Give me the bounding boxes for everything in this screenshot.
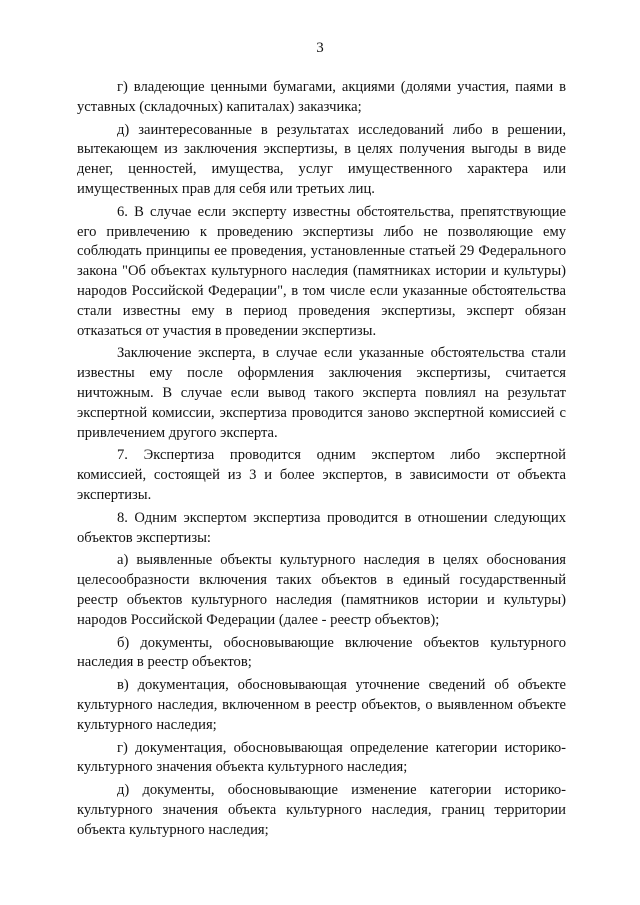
paragraph-a-identified-objects: а) выявленные объекты культурного наследия в целях обоснования целесообразности включения таких объектов в единый государственный реестр объектов культурного наследия (памятников истории и культуры) народов Российской Федерации (далее - реестр объектов); <box>77 552 566 628</box>
document-body <box>77 78 566 843</box>
paragraph-d-interested: д) заинтересованные в результатах исследований либо в решении, вытекающем из заключения экспертизы, в целях получения выгоды в виде денег, ценностей, имущества, услуг имущественного характера или имущественных прав для себя или третьих лиц. <box>77 121 566 197</box>
paragraph-expert-conclusion-void: Заключение эксперта, в случае если указанные обстоятельства стали известны ему после оформления заключения экспертизы, считается ничтожным. В случае если вывод такого эксперта повлиял на результат экспертной комиссии, экспертиза проводится заново экспертной комиссией с привлечением другого эксперта. <box>77 345 566 441</box>
paragraph-7-expertise-conducted: 7. Экспертиза проводится одним экспертом либо экспертной комиссией, состоящей из 3 и более экспертов, в зависимости от объекта экспертизы. <box>77 447 566 503</box>
paragraph-d-category-change-documents: д) документы, обосновывающие изменение категории историко-культурного значения объекта культурного наследия, границ территории объекта культурного наследия; <box>77 782 566 838</box>
paragraph-6-circumstances: 6. В случае если эксперту известны обстоятельства, препятствующие его привлечению к проведению экспертизы либо не позволяющие ему соблюдать принципы ее проведения, установленные статьей 29 Федерального закона "Об объектах культурного наследия (памятниках истории и культуры) народов Российской Федерации", в том числе если указанные обстоятельства стали известны ему в период проведения экспертизы, эксперт обязан отказаться от участия в проведении экспертизы. <box>77 203 566 339</box>
paragraph-b-inclusion-documents: б) документы, обосновывающие включение объектов культурного наследия в реестр объектов; <box>77 634 566 671</box>
page-number: 3 <box>316 40 324 56</box>
paragraph-g-securities: г) владеющие ценными бумагами, акциями (долями участия, паями в уставных (складочных) капиталах) заказчика; <box>77 79 566 115</box>
paragraph-8-single-expert: 8. Одним экспертом экспертиза проводится в отношении следующих объектов экспертизы: <box>77 509 566 546</box>
paragraph-v-clarification-documentation: в) документация, обосновывающая уточнение сведений об объекте культурного наследия, включенном в реестр объектов, о выявленном объекте культурного наследия; <box>77 677 566 733</box>
paragraph-g-category-documentation: г) документация, обосновывающая определение категории историко-культурного значения объекта культурного наследия; <box>77 739 566 776</box>
